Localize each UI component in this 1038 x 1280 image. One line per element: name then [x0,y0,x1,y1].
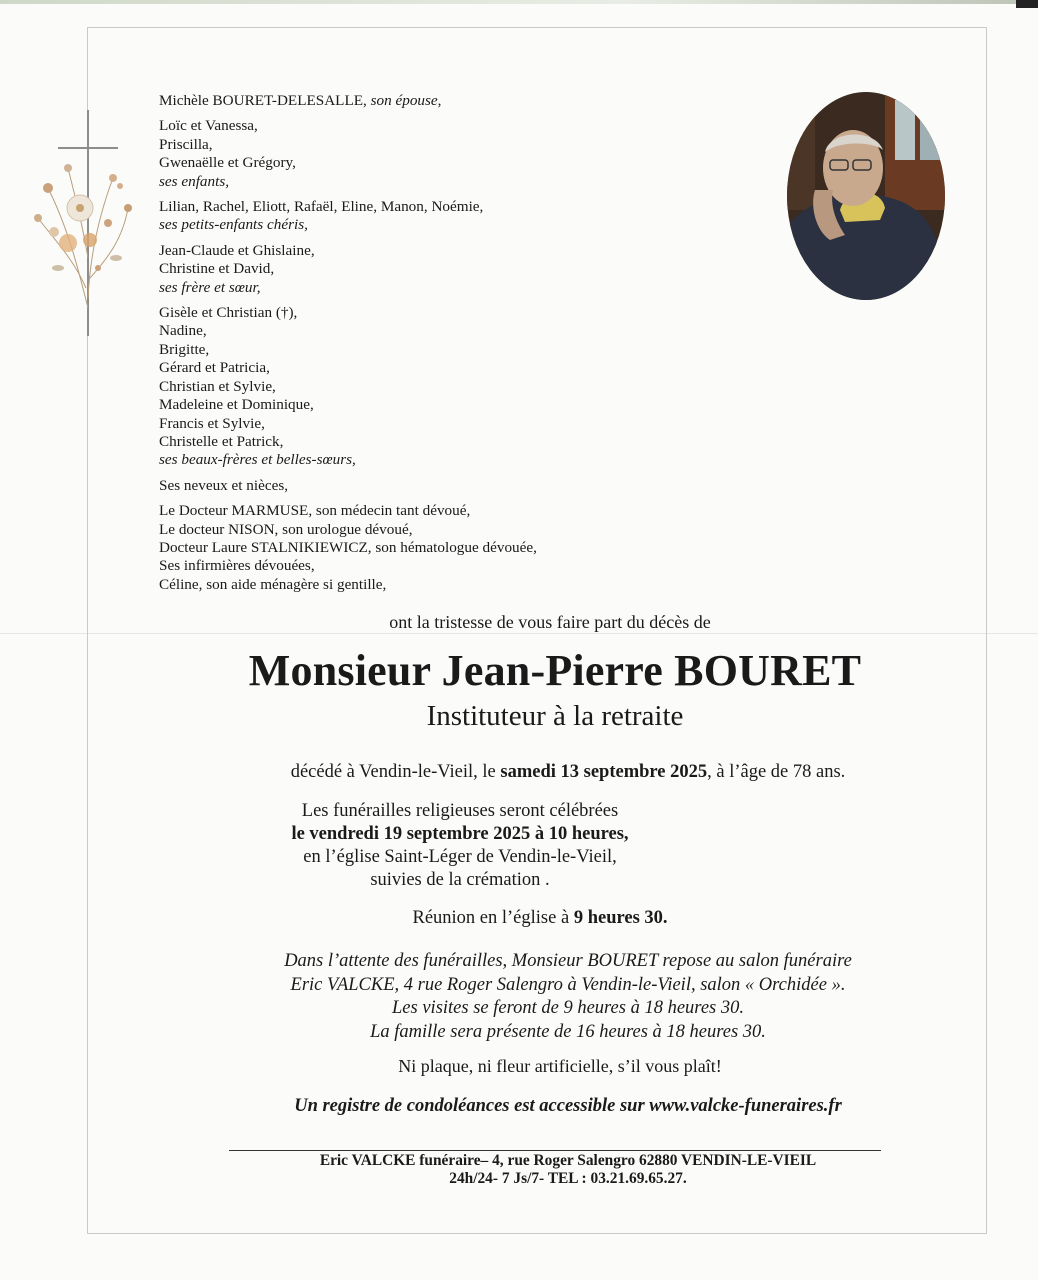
no-flowers-note: Ni plaque, ni fleur artificielle, s’il vous plaît! [398,1056,722,1076]
deceased-profession: Instituteur à la retraite [426,700,684,732]
footer-divider [229,1150,881,1151]
family-relation: ses petits-enfants chéris, [159,216,308,234]
announcement-intro: ont la tristesse de vous faire part du décès de [389,612,711,632]
family-relation: ses beaux-frères et belles-sœurs, [159,451,356,469]
death-date: samedi 13 septembre 2025 [500,762,708,782]
funeral-home-info: Dans l’attente des funérailles, Monsieur BOURET repose au salon funéraire Eric VALCKE, 4 rue Roger Salengro à Vendin-le-Vieil, salon « Orchidée ». Les visites se feront de 9 heures à 18 heures 30. La famille sera présente de 16 heures à 18 heures 30. [284,951,852,1042]
family-group-grandchildren [159,198,679,235]
condolence-registry-link[interactable]: Un registre de condoléances est accessible sur www.valcke-funeraires.fr [294,1096,842,1116]
family-line: Priscilla, [159,135,213,153]
family-line: Christian et Sylvie, [159,377,276,395]
family-line: Docteur Laure STALNIKIEWICZ, son hématologue dévouée, [159,538,537,556]
family-group-caregivers [159,502,679,594]
spouse-relation: son épouse, [370,92,442,109]
reunion-info: Réunion en l’église à 9 heures 30. [412,908,668,928]
family-relation: ses frère et sœur, [159,278,261,296]
family-line: Christelle et Patrick, [159,432,284,450]
funeral-date: le vendredi 19 septembre 2025 à 10 heures, [291,824,629,844]
family-line: Madeleine et Dominique, [159,396,314,414]
family-relation: ses enfants, [159,172,230,190]
family-line: Ses neveux et nièces, [159,476,289,494]
funeral-details: Les funérailles religieuses seront célébrées le vendredi 19 septembre 2025 à 10 heures, en l’église Saint-Léger de Vendin-le-Vieil, suivies de la crémation . [200,800,720,892]
family-group-siblings [159,242,679,297]
family-line: Céline, son aide ménagère si gentille, [159,575,387,593]
family-group-nephews [159,477,679,495]
family-group-spouse [159,92,679,110]
family-line: Gérard et Patricia, [159,359,270,377]
family-line: Gwenaëlle et Grégory, [159,154,296,172]
family-group-in-laws [159,304,679,470]
family-line: Lilian, Rachel, Eliott, Rafaël, Eline, Manon, Noémie, [159,198,484,216]
spouse-name: Michèle BOURET-DELESALLE, [159,92,367,109]
family-line: Ses infirmières dévouées, [159,557,315,575]
family-list [159,92,679,601]
family-line: Francis et Sylvie, [159,414,265,432]
family-line: Loïc et Vanessa, [159,117,258,135]
cross-flowers-icon [28,108,138,338]
scan-edge [0,0,1038,4]
deceased-name: Monsieur Jean-Pierre BOURET [248,646,862,695]
funeral-director-footer: Eric VALCKE funéraire– 4, rue Roger Salengro 62880 VENDIN-LE-VIEIL 24h/24- 7 Js/7- TEL : 03.21.69.65.27. [319,1152,817,1187]
scan-corner-mark [1016,0,1038,8]
family-line: Jean-Claude et Ghislaine, [159,241,315,259]
family-line: Nadine, [159,322,207,340]
family-line: Gisèle et Christian (†), [159,304,298,322]
death-notice: décédé à Vendin-le-Vieil, le samedi 13 septembre 2025, à l’âge de 78 ans. [290,762,846,782]
reunion-time: 9 heures 30. [573,908,668,928]
family-line: Brigitte, [159,340,210,358]
family-line: Christine et David, [159,260,275,278]
family-group-children [159,117,679,191]
family-line: Le Docteur MARMUSE, son médecin tant dévoué, [159,502,471,520]
portrait-photo [785,90,947,302]
family-line: Le docteur NISON, son urologue dévoué, [159,520,413,538]
